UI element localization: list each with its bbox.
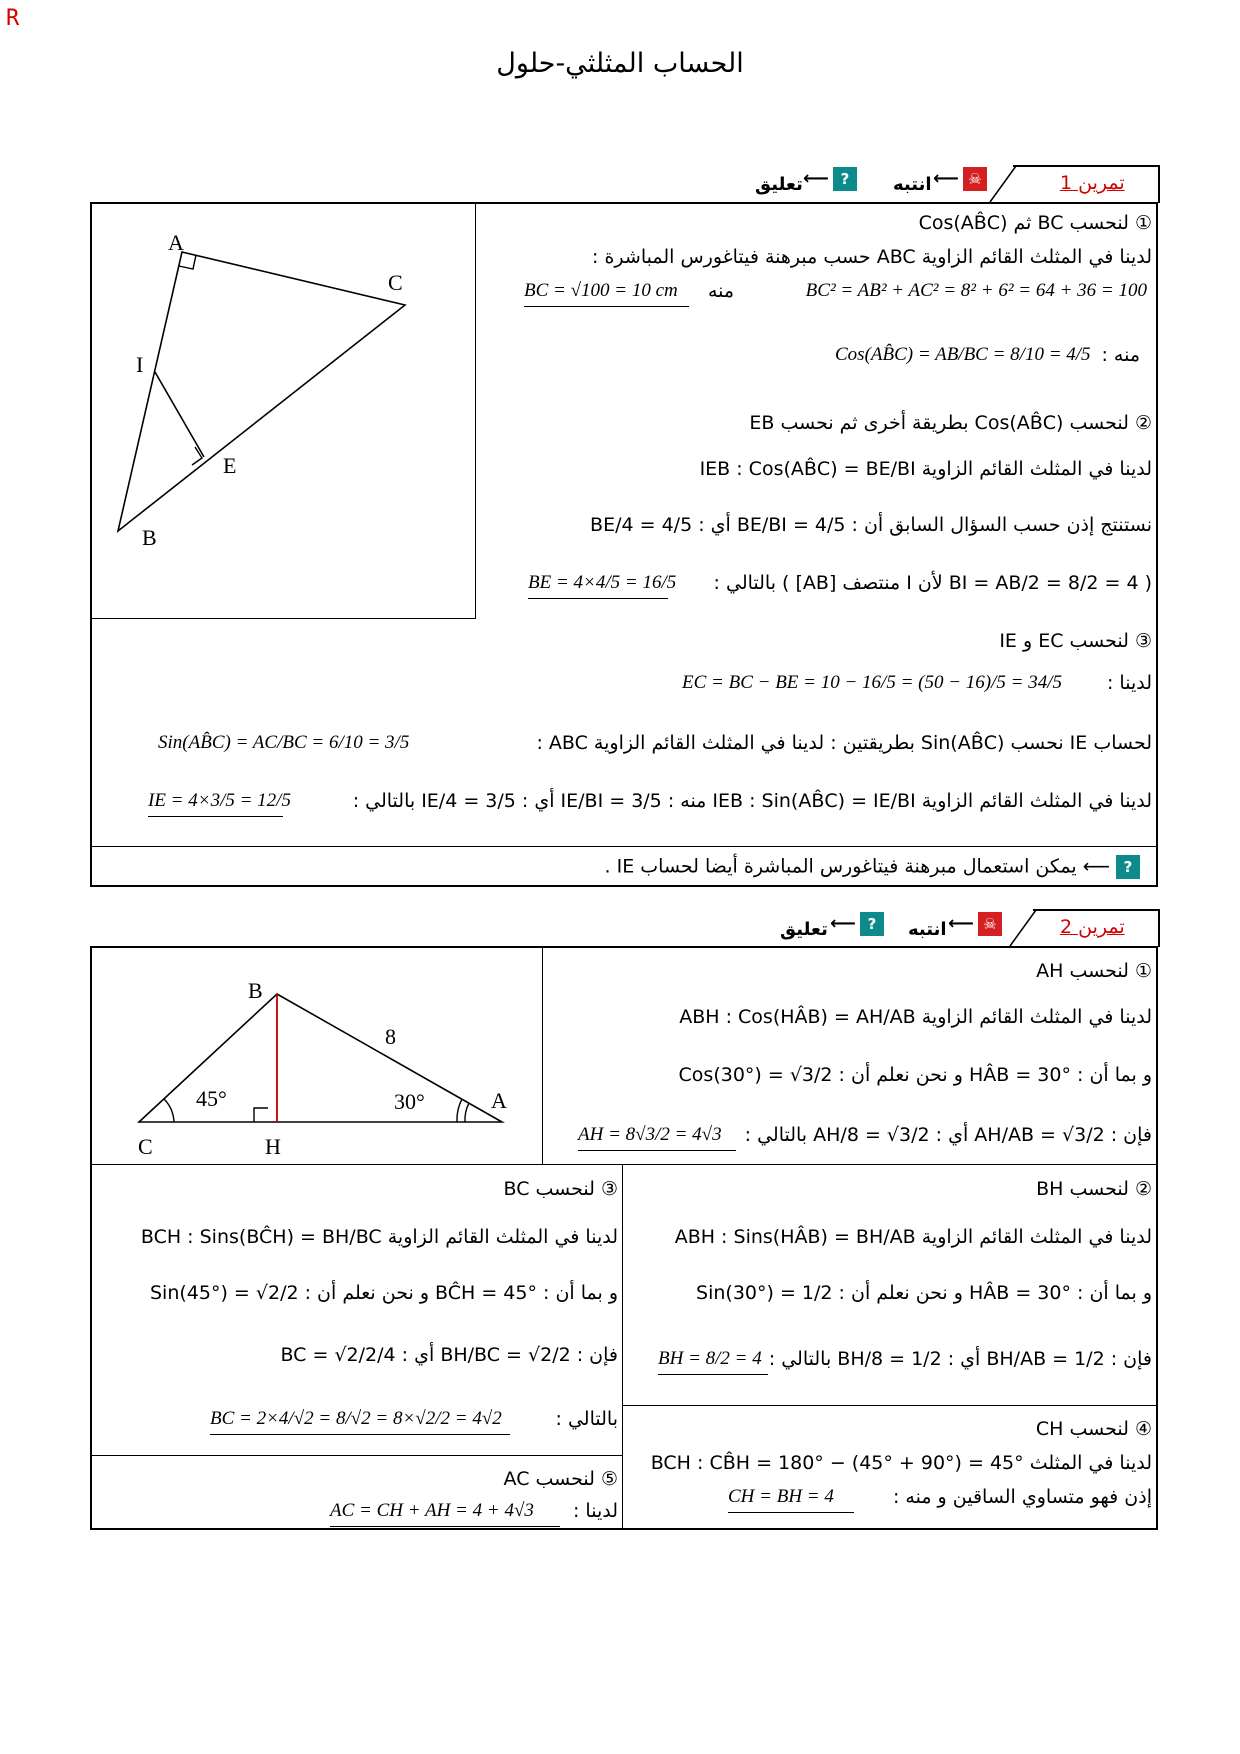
attention-skull-icon: ☠ xyxy=(963,167,987,191)
ex2-divider-right xyxy=(622,1405,1158,1406)
vertex-a: A xyxy=(491,1088,507,1113)
ex2-c4-label: بالتالي : xyxy=(555,1408,618,1430)
ex2-c1: لدينا في المثلث القائم الزاوية BCH : Sins(BĈH) = BH/BC xyxy=(140,1226,618,1248)
ex2-q5 xyxy=(504,1468,618,1490)
vertex-c: C xyxy=(138,1134,153,1159)
question-number: ① xyxy=(1134,960,1152,982)
comment-label: تعليق xyxy=(780,919,828,940)
ex2-b2: و بما أن : HÂB = 30° و نحن نعلم أن : Sin(30°) = 1/2 xyxy=(696,1282,1152,1304)
question-number: ③ xyxy=(1134,630,1152,652)
ex1-q2 xyxy=(749,412,1152,434)
ex2-divider-top xyxy=(542,946,543,1164)
vertex-b: B xyxy=(142,525,157,550)
ex2-d2: إذن فهو متساوي الساقين و منه : xyxy=(892,1486,1152,1508)
ex2-q4 xyxy=(1036,1418,1152,1440)
question-number: ③ xyxy=(600,1178,618,1200)
attention-label: انتبه xyxy=(908,919,947,940)
ex2-tab-slant xyxy=(1008,908,1038,948)
attention-arrow: ⟵ xyxy=(948,913,974,934)
question-number: ④ xyxy=(1134,1418,1152,1440)
ex2-b3-result: BH = 8/2 = 4 xyxy=(658,1348,768,1375)
ex2-c2: و بما أن : BĈH = 45° و نحن نعلم أن : Sin(45°) = √2/2 xyxy=(150,1282,618,1304)
note-text: يمكن استعمال مبرهنة فيتاغورس المباشرة أيضا لحساب IE . xyxy=(604,855,1077,878)
ex2-a3-result: AH = 8√3/2 = 4√3 xyxy=(578,1124,736,1151)
ex2-q2 xyxy=(1036,1178,1152,1200)
vertex-b: B xyxy=(248,978,263,1003)
ex1-line2-eq: BC² = AB² + AC² = 8² + 6² = 64 + 36 = 100 xyxy=(805,280,1147,301)
ex2-a1: لدينا في المثلث القائم الزاوية ABH : Cos(HÂB) = AH/AB xyxy=(679,1006,1152,1028)
ex2-c3: فإن : BH/BC = √2/2 أي : 4/BC = √2/2 xyxy=(280,1344,618,1366)
question-number: ② xyxy=(1134,412,1152,434)
ex1-line8: لحساب IE نحسب Sin(AB̂C) بطريقتين : لدينا في المثلث القائم الزاوية ABC : xyxy=(536,732,1152,754)
ex1-line8-eq: Sin(AB̂C) = AC/BC = 6/10 = 3/5 xyxy=(158,732,410,753)
ex2-q3 xyxy=(504,1178,619,1200)
ex2-d1: لدينا في المثلث BCH : CB̂H = 180° − (45° + 90°) = 45° xyxy=(650,1452,1152,1474)
question-text: لنحسب BH xyxy=(1036,1178,1129,1200)
ex2-divider-bottom xyxy=(622,1164,623,1530)
ex2-e1-result: AC = CH + AH = 4 + 4√3 xyxy=(330,1500,560,1527)
ex1-line1: لدينا في المثلث القائم الزاوية ABC حسب مبرهنة فيتاغورس المباشرة : xyxy=(592,246,1152,268)
ex1-line5: نستنتج إذن حسب السؤال السابق أن : BE/BI = 4/5 أي : BE/4 = 4/5 xyxy=(590,514,1152,536)
comment-arrow: ⟵ xyxy=(830,913,856,934)
ex2-q1 xyxy=(1036,960,1152,982)
question-number: ⑤ xyxy=(600,1468,618,1490)
ex2-b1: لدينا في المثلث القائم الزاوية ABH : Sins(HÂB) = BH/AB xyxy=(674,1226,1152,1248)
ex2-b3: فإن : BH/AB = 1/2 أي : BH/8 = 1/2 بالتالي : xyxy=(768,1348,1152,1370)
angle-c-label: 45° xyxy=(196,1086,227,1111)
comment-diamond-icon: ? xyxy=(1116,855,1140,879)
ex2-divider-left xyxy=(90,1455,622,1456)
attention-skull-icon: ☠ xyxy=(978,912,1002,936)
question-text: لنحسب AH xyxy=(1036,960,1129,982)
vertex-a: A xyxy=(168,230,184,255)
ex2-divider-row1 xyxy=(90,1164,1158,1165)
vertex-e: E xyxy=(223,453,237,478)
question-text: لنحسب CH xyxy=(1035,1418,1129,1440)
ex1-q1 xyxy=(919,212,1152,234)
side-length-label: 8 xyxy=(385,1024,396,1049)
question-number: ② xyxy=(1134,1178,1152,1200)
ex1-line7-eq: EC = BC − BE = 10 − 16/5 = (50 − 16)/5 = 34/5 xyxy=(682,672,1063,693)
ex1-label: تمرين 1 xyxy=(1060,172,1125,194)
question-text: لنحسب BC xyxy=(503,1178,595,1200)
ex2-triangle-figure xyxy=(92,948,540,1162)
ex2-c4-result: BC = 2×4/√2 = 8/√2 = 8×√2/2 = 4√2 xyxy=(210,1408,510,1435)
comment-arrow: ⟵ xyxy=(803,168,829,189)
question-text: لنحسب AC xyxy=(503,1468,595,1490)
ex2-label: تمرين 2 xyxy=(1060,916,1125,938)
page-title: الحساب المثلثي-حلول xyxy=(496,48,744,79)
ex1-line6: ( BI = AB/2 = 8/2 = 4 لأن I منتصف [AB] ) بالتالي : xyxy=(713,572,1152,594)
ex2-a3: فإن : AH/AB = √3/2 أي : AH/8 = √3/2 بالتالي : xyxy=(744,1124,1152,1146)
ex1-q3 xyxy=(999,630,1152,652)
ex1-line7-label: لدينا : xyxy=(1106,672,1152,694)
ex1-line4: لدينا في المثلث القائم الزاوية IEB : Cos(AB̂C) = BE/BI xyxy=(699,458,1152,480)
vertex-h: H xyxy=(265,1134,281,1159)
attention-label: انتبه xyxy=(893,174,932,195)
question-text: لنحسب EC و IE xyxy=(999,630,1129,652)
ex1-line9-result: IE = 4×3/5 = 12/5 xyxy=(148,790,283,817)
ex1-tab-slant xyxy=(988,164,1018,204)
ex1-line3-label: منه : xyxy=(1101,344,1140,366)
comment-label: تعليق xyxy=(755,174,803,195)
comment-diamond-icon: ? xyxy=(833,167,857,191)
ex1-line6-result: BE = 4×4/5 = 16/5 xyxy=(528,572,668,599)
comment-diamond-icon: ? xyxy=(860,912,884,936)
ex2-d2-result: CH = BH = 4 xyxy=(728,1486,854,1513)
note-arrow: ⟵ xyxy=(1082,855,1110,878)
ex1-line2-mid: منه xyxy=(708,280,735,302)
corner-mark: R xyxy=(6,6,20,31)
ex1-note-divider xyxy=(90,846,1158,847)
question-text: لنحسب BC ثم Cos(AB̂C) xyxy=(918,212,1129,234)
vertex-i: I xyxy=(136,352,144,377)
ex1-line2-result: BC = √100 = 10 cm xyxy=(524,280,689,307)
question-number: ① xyxy=(1134,212,1152,234)
vertex-c: C xyxy=(388,270,403,295)
ex1-triangle-figure xyxy=(92,204,474,616)
ex2-a2: و بما أن : HÂB = 30° و نحن نعلم أن : Cos(30°) = √3/2 xyxy=(678,1064,1152,1086)
ex1-line9: لدينا في المثلث القائم الزاوية IEB : Sin(AB̂C) = IE/BI منه : IE/BI = 3/5 أي : IE/4 = 3/5 بالتالي : xyxy=(352,790,1152,812)
ex2-e1-label: لدينا : xyxy=(572,1500,618,1522)
angle-a-label: 30° xyxy=(394,1089,425,1114)
ex1-note xyxy=(605,855,1140,879)
attention-arrow: ⟵ xyxy=(933,168,959,189)
question-text: لنحسب Cos(AB̂C) بطريقة أخرى ثم نحسب EB xyxy=(749,412,1129,434)
ex1-line3-eq: Cos(AB̂C) = AB/BC = 8/10 = 4/5 xyxy=(835,344,1091,365)
